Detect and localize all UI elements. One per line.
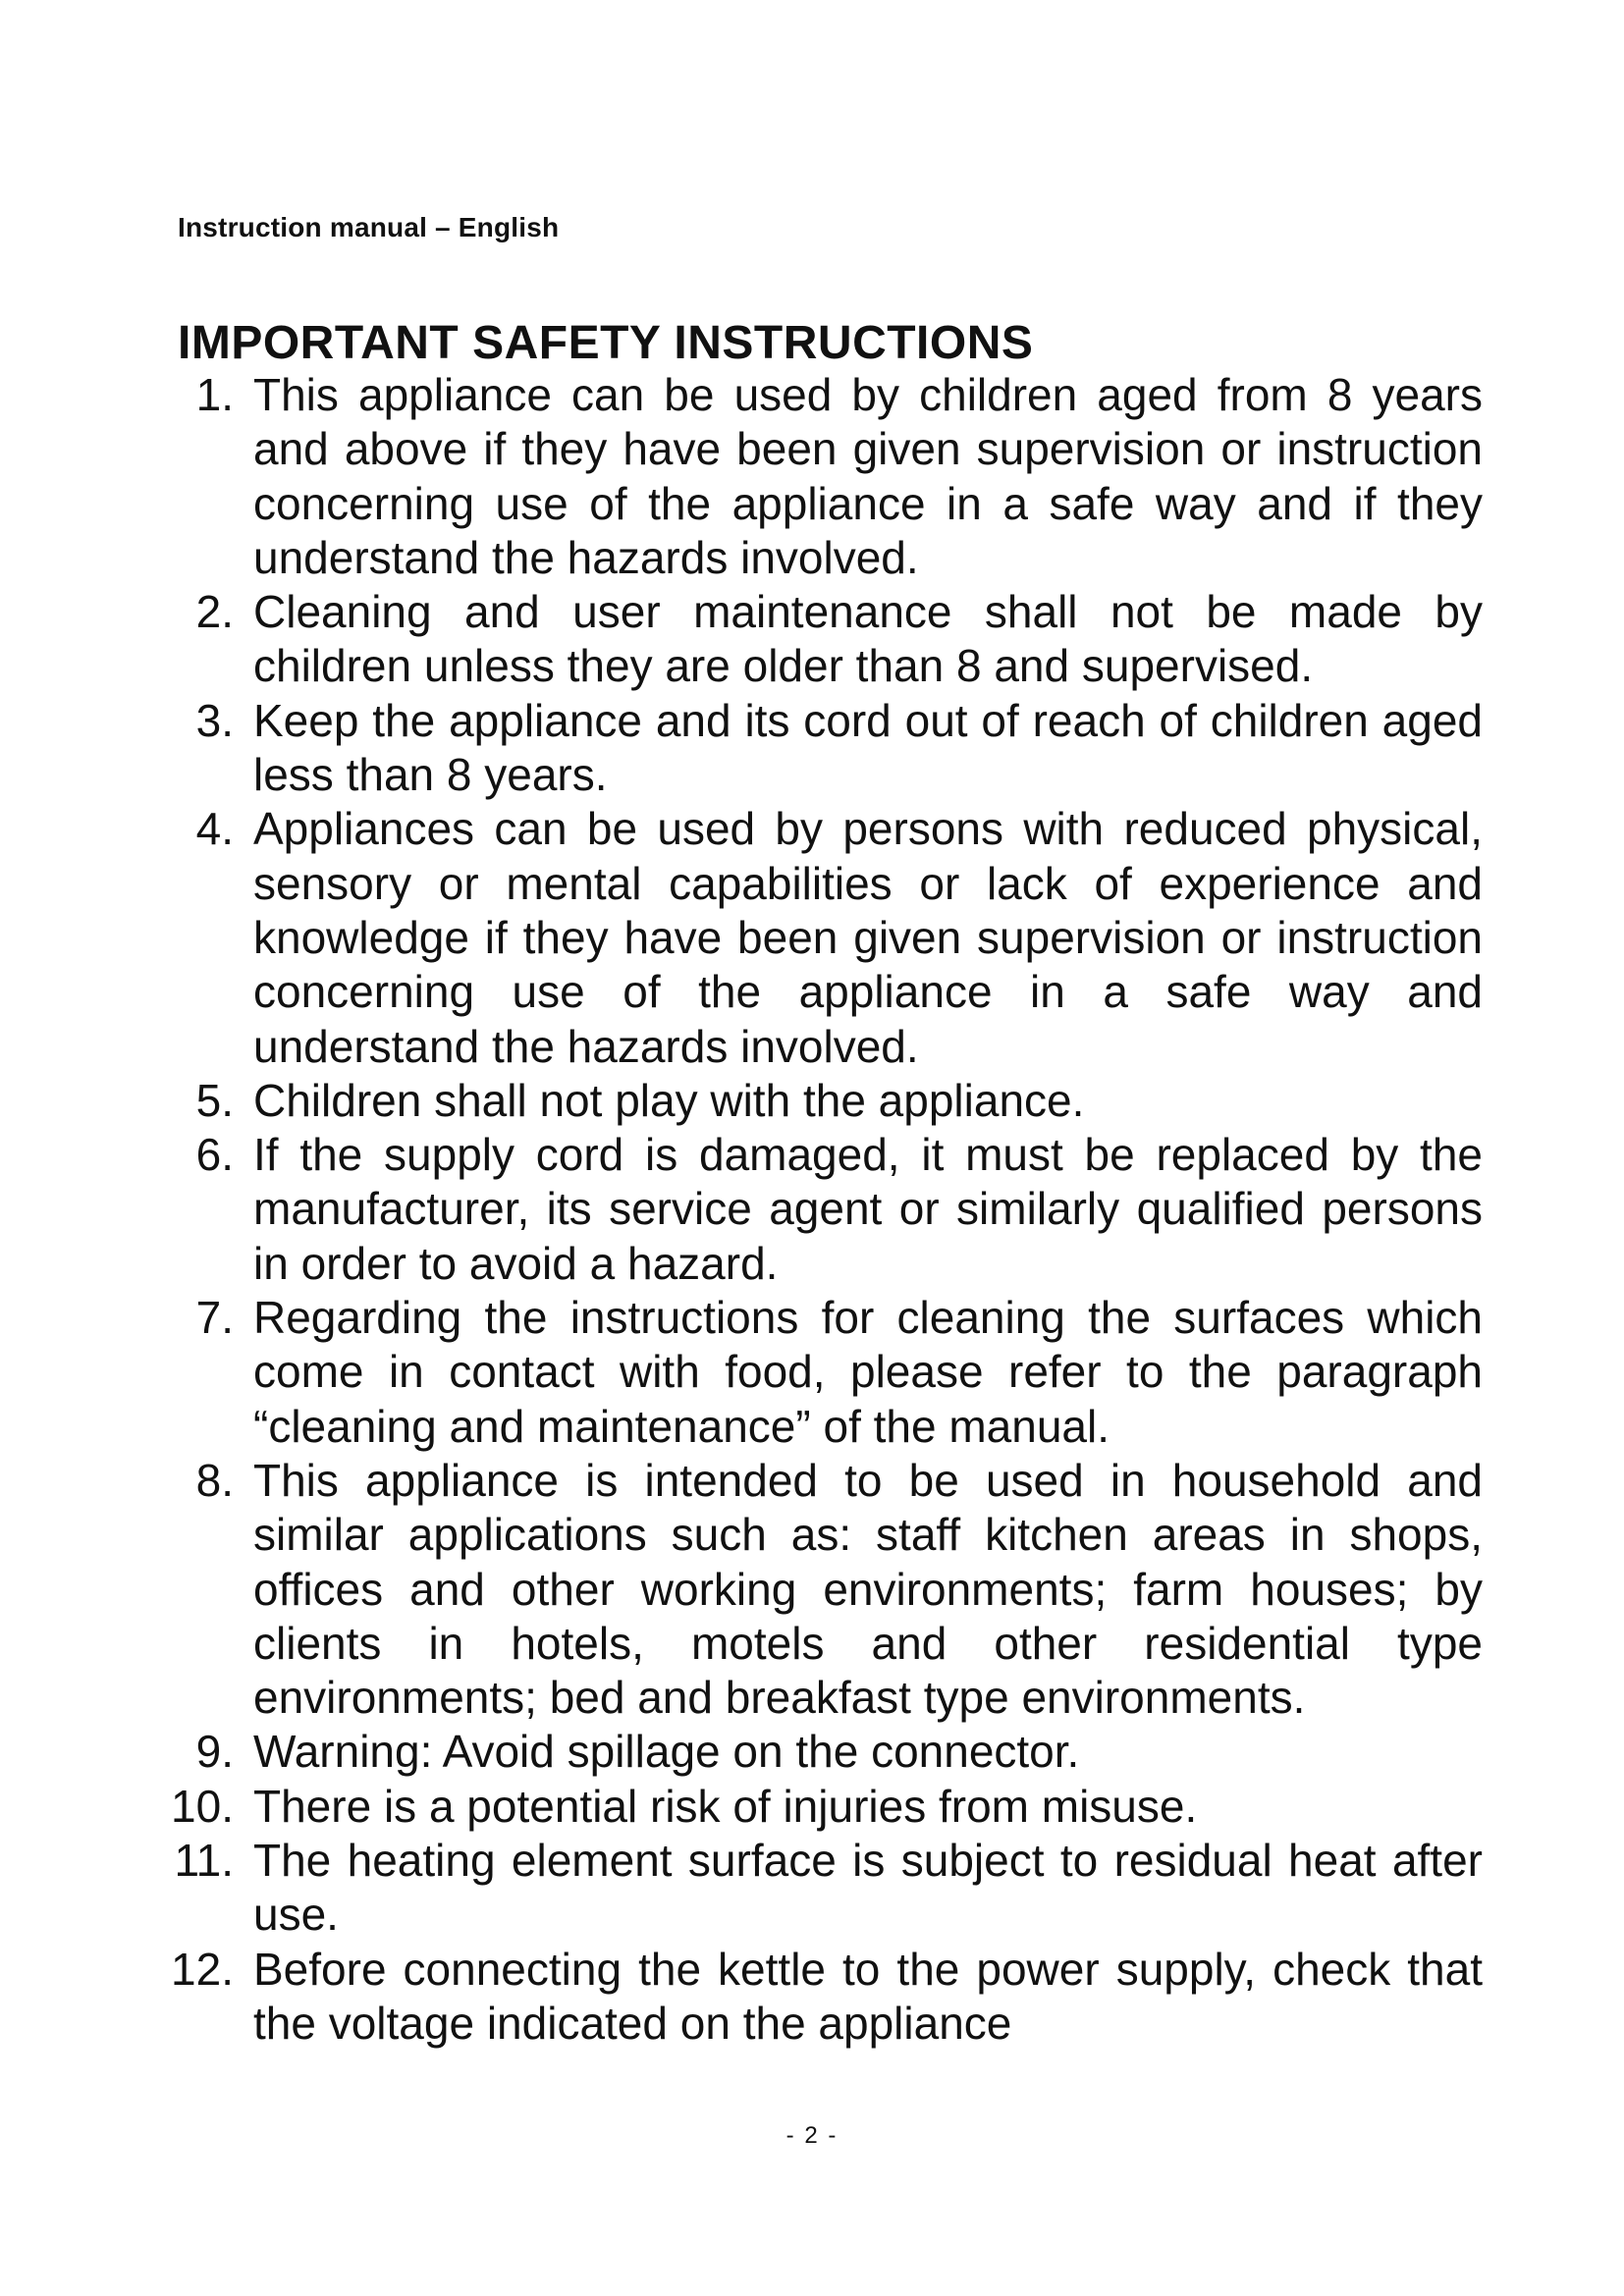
list-item xyxy=(147,1074,1483,1128)
item-number: 8. xyxy=(195,1454,234,1506)
list-item xyxy=(147,368,1483,585)
item-number: 10. xyxy=(171,1780,234,1832)
list-item xyxy=(147,1725,1483,1779)
item-text: This appliance can be used by children aged from 8 years and above if they have been given supervision or instruction concerning use of the appliance in a safe way and if they understand the hazards involved. xyxy=(253,369,1483,583)
list-item xyxy=(147,1943,1483,2052)
item-text: This appliance is intended to be used in household and similar applications such as: staff kitchen areas in shops, offices and other working environments; farm houses; by clients in hotels, motels and other residential type environments; bed and breakfast type environments. xyxy=(253,1454,1483,1724)
item-text: The heating element surface is subject to residual heat after use. xyxy=(253,1835,1483,1941)
item-number: 3. xyxy=(195,694,234,746)
list-item xyxy=(147,694,1483,803)
item-text: Children shall not play with the appliance. xyxy=(253,1074,1085,1126)
item-number: 9. xyxy=(195,1726,234,1778)
item-text: There is a potential risk of injuries from misuse. xyxy=(253,1780,1198,1832)
item-text: Cleaning and user maintenance shall not be made by children unless they are older than 8 and supervised. xyxy=(253,586,1483,692)
list-item xyxy=(147,802,1483,1073)
item-text: Appliances can be used by persons with reduced physical, sensory or mental capabilities or lack of experience and knowledge if they have been given supervision or instruction concerning use of the appliance in a safe way and understand the hazards involved. xyxy=(253,803,1483,1072)
list-item xyxy=(147,1291,1483,1454)
list-item xyxy=(147,1128,1483,1291)
list-item xyxy=(147,1780,1483,1834)
item-number: 5. xyxy=(195,1074,234,1126)
running-header: Instruction manual – English xyxy=(178,212,560,242)
item-number: 4. xyxy=(195,803,234,855)
section-title: IMPORTANT SAFETY INSTRUCTIONS xyxy=(178,317,1034,369)
item-text: Regarding the instructions for cleaning the surfaces which come in contact with food, please refer to the paragraph “cleaning and maintenance” of the manual. xyxy=(253,1292,1483,1452)
item-text: If the supply cord is damaged, it must be replaced by the manufacturer, its service agent or similarly qualified persons in order to avoid a hazard. xyxy=(253,1129,1483,1289)
item-number: 7. xyxy=(195,1292,234,1344)
page-number: - 2 - xyxy=(785,2122,839,2149)
safety-instructions-list xyxy=(147,368,1483,2051)
item-text: Warning: Avoid spillage on the connector. xyxy=(253,1726,1080,1778)
item-number: 6. xyxy=(195,1129,234,1181)
item-text: Keep the appliance and its cord out of reach of children aged less than 8 years. xyxy=(253,694,1483,801)
list-item xyxy=(147,1834,1483,1943)
list-item xyxy=(147,585,1483,694)
item-number: 12. xyxy=(171,1943,234,1995)
item-number: 2. xyxy=(195,586,234,638)
item-number: 11. xyxy=(174,1835,234,1887)
item-number: 1. xyxy=(195,369,234,420)
list-item xyxy=(147,1454,1483,1725)
item-text: Before connecting the kettle to the power supply, check that the voltage indicated on the appliance xyxy=(253,1943,1483,2049)
